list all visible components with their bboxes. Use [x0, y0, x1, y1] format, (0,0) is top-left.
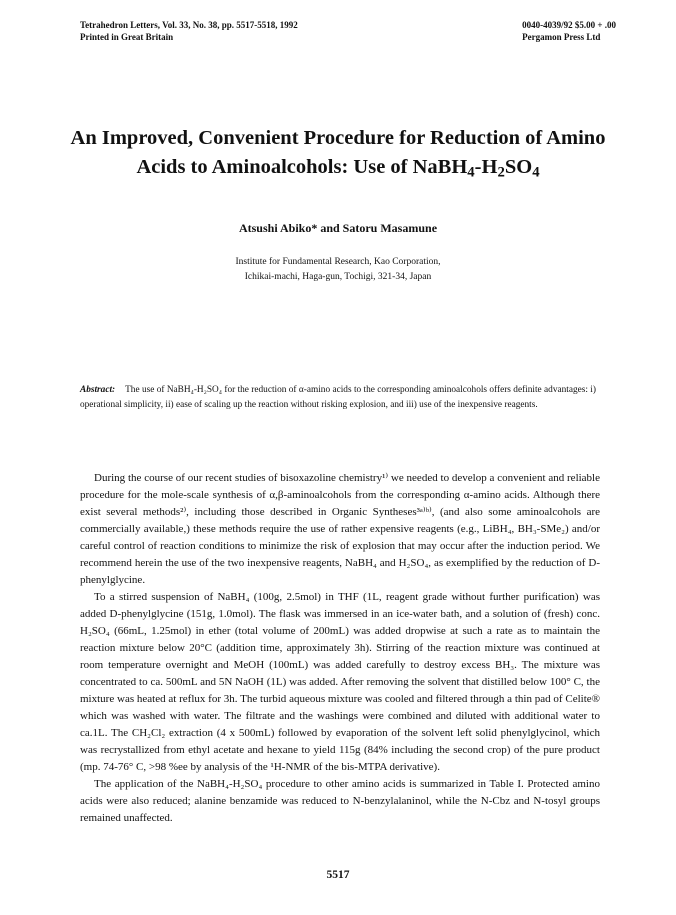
journal-header	[80, 19, 298, 43]
journal-citation: Tetrahedron Letters, Vol. 33, No. 38, pp. 5517-5518, 1992	[80, 20, 298, 30]
affiliation	[0, 255, 676, 285]
publisher-name: Pergamon Press Ltd	[522, 32, 601, 42]
title-sub-3: 4	[532, 164, 540, 181]
title-sub-2: 2	[497, 164, 505, 181]
title-sub-1: 4	[467, 164, 475, 181]
publisher-header	[522, 19, 616, 43]
paragraph-1: During the course of our recent studies of bisoxazoline chemistry¹⁾ we needed to develop a convenient and reliable procedure for the mole-scale synthesis of α,β-aminoalcohols from the corresponding α-amino acids. Although there exist several methods²⁾, including those described in Organic Syntheses³ᵃ⁾ᵇ⁾, (and also some aminoalcohols are commercially available,) these methods require the use of rather expensive reagents (e.g., LiBH₄, BH₃-SMe₂) and/or careful control of reaction conditions to minimize the risk of explosion that may occur after the induction period. We recommend herein the use of the two inexpensive reagents, NaBH₄ and H₂SO₄, as exemplified by the reduction of D-phenylglycine.	[80, 472, 600, 586]
body-text	[80, 470, 600, 827]
authors: Atsushi Abiko* and Satoru Masamune	[238, 221, 438, 235]
abstract-label: Abstract:	[80, 385, 116, 395]
page-number: 5517	[326, 869, 350, 881]
affiliation-line-2: Ichikai-machi, Haga-gun, Tochigi, 321-34, Japan	[244, 272, 432, 282]
title-line-2-so: SO	[504, 156, 533, 178]
affiliation-line-1: Institute for Fundamental Research, Kao Corporation,	[235, 257, 441, 267]
printed-location: Printed in Great Britain	[80, 32, 174, 42]
abstract	[80, 383, 596, 412]
title-line-2	[40, 153, 636, 182]
paragraph-2: To a stirred suspension of NaBH₄ (100g, 2.5mol) in THF (1L, reagent grade without further purification) was added D-phenylglycine (151g, 1.0mol). The flask was immersed in an ice-water bath, and a solution of (fresh) conc. H₂SO₄ (66mL, 1.25mol) in ether (total volume of 200mL) was added dropwise at such a rate as to maintain the reaction mixture below 20°C (addition time, approximately 3h). Stirring of the reaction mixture was continued at room temperature overnight and MeOH (100mL) was added carefully to destroy excess BH₃. The mixture was concentrated to ca. 500mL and 5N NaOH (1L) was added. After removing the solvent that distilled below 100° C, the mixture was heated at reflux for 3h. The turbid aqueous mixture was cooled and filtered through a thin pad of Celite® which was washed with water. The filtrate and the washings were combined and diluted with additional water to ca.1L. The CH₂Cl₂ extraction (4 x 500mL) followed by evaporation of the solvent left solid phenylglycinol, which was recrystallized from ethyl acetate and hexane to yield 115g (84% including the second crop) of the pure product (mp. 74-76° C, >98 %ee by analysis of the ¹H-NMR of the bis-MTPA derivative).	[80, 591, 600, 773]
paper-title	[40, 124, 636, 182]
paragraph-3: The application of the NaBH₄-H₂SO₄ procedure to other amino acids is summarized in Table I. Protected amino acids were also reduced; alanine benzamide was reduced to N-benzylalaninol, while the N-Cbz and N-tosyl groups remained unaffected.	[80, 778, 600, 824]
title-line-2-prefix: Acids to Aminoalcohols: Use of NaBH	[136, 156, 468, 178]
title-line-1: An Improved, Convenient Procedure for Reduction of Amino	[70, 127, 606, 149]
issn-code: 0040-4039/92 $5.00 + .00	[522, 20, 616, 30]
title-line-2-mid: -H	[474, 156, 498, 178]
abstract-text: The use of NaBH₄-H₂SO₄ for the reduction of α-amino acids to the corresponding aminoalcohols offers definite advantages: i) operational simplicity, ii) ease of scaling up the reaction without risking explosion, and iii) use of the inexpensive reagents.	[80, 385, 596, 410]
